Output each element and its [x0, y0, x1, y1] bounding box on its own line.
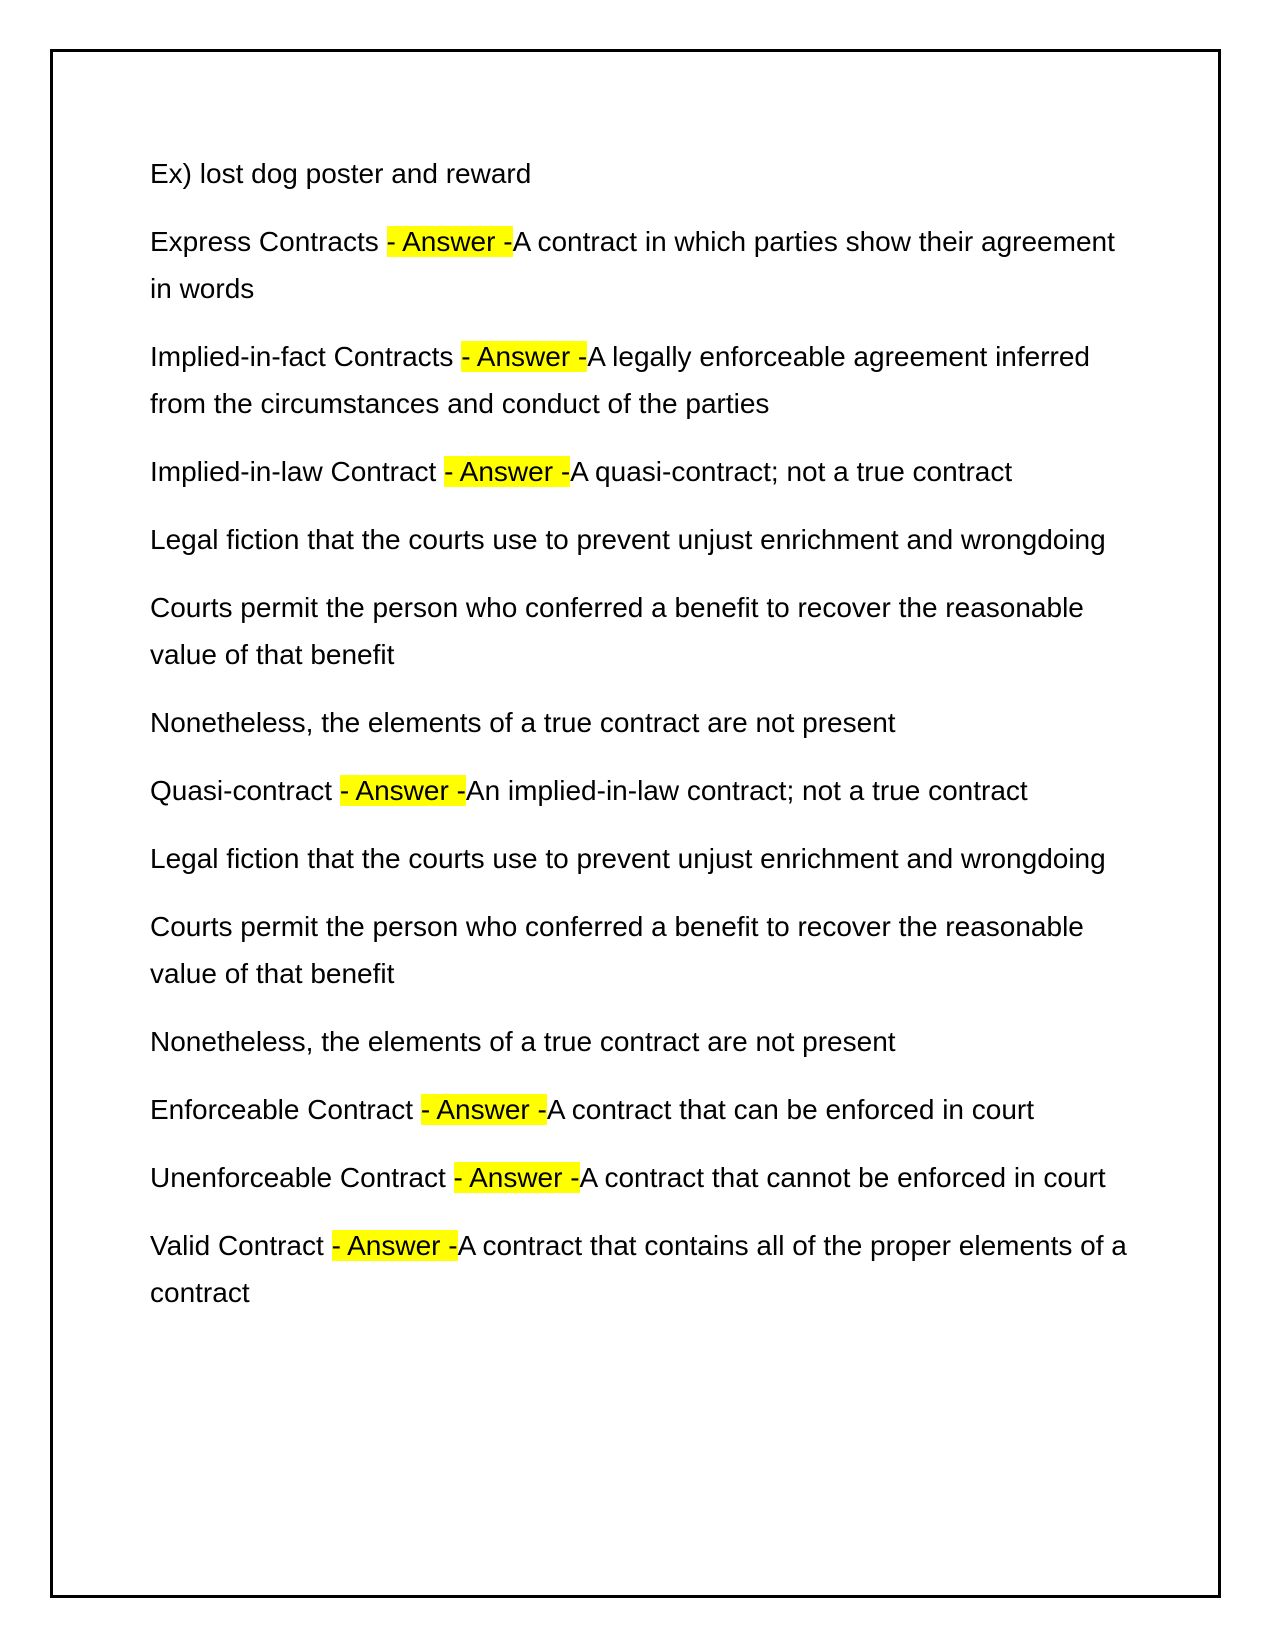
answer-marker: - Answer -: [461, 341, 588, 372]
note-line: Nonetheless, the elements of a true contract are not present: [150, 707, 896, 738]
flashcard-entry: [150, 218, 1140, 312]
definition: A quasi-contract; not a true contract: [570, 456, 1013, 487]
answer-marker: - Answer -: [386, 226, 513, 257]
note-line: Courts permit the person who conferred a benefit to recover the reasonable value of that benefit: [150, 911, 1084, 989]
term: Enforceable Contract: [150, 1094, 421, 1125]
term: Implied-in-law Contract: [150, 456, 445, 487]
flashcard-entry: [150, 1154, 1140, 1201]
definition: A contract that can be enforced in court: [546, 1094, 1035, 1125]
answer-marker: - Answer -: [331, 1230, 458, 1261]
term: Valid Contract: [150, 1230, 332, 1261]
answer-marker: - Answer -: [339, 775, 466, 806]
note-line: Courts permit the person who conferred a benefit to recover the reasonable value of that benefit: [150, 592, 1084, 670]
flashcard-entry: [150, 333, 1140, 427]
definition: A legally enforceable agreement inferred from the circumstances and conduct of the parties: [150, 341, 1091, 419]
term: Implied-in-fact Contracts: [150, 341, 462, 372]
term: Unenforceable Contract: [150, 1162, 454, 1193]
definition: A contract that cannot be enforced in court: [579, 1162, 1106, 1193]
definition: An implied-in-law contract; not a true contract: [465, 775, 1028, 806]
note-line: Legal fiction that the courts use to prevent unjust enrichment and wrongdoing: [150, 843, 1106, 874]
note-line: Ex) lost dog poster and reward: [150, 158, 532, 189]
flashcard-entry: [150, 1222, 1140, 1316]
note-line: Legal fiction that the courts use to prevent unjust enrichment and wrongdoing: [150, 524, 1106, 555]
answer-marker: - Answer -: [453, 1162, 580, 1193]
term: Express Contracts: [150, 226, 387, 257]
definition: A contract in which parties show their agreement in words: [150, 226, 1115, 304]
document-body: [150, 150, 1140, 1337]
term: Quasi-contract: [150, 775, 340, 806]
answer-marker: - Answer -: [420, 1094, 547, 1125]
definition: A contract that contains all of the proper elements of a contract: [150, 1230, 1127, 1308]
note-line: Nonetheless, the elements of a true contract are not present: [150, 1026, 896, 1057]
flashcard-entry: [150, 448, 1140, 495]
answer-marker: - Answer -: [444, 456, 571, 487]
flashcard-entry: [150, 1086, 1140, 1133]
flashcard-entry: [150, 767, 1140, 814]
